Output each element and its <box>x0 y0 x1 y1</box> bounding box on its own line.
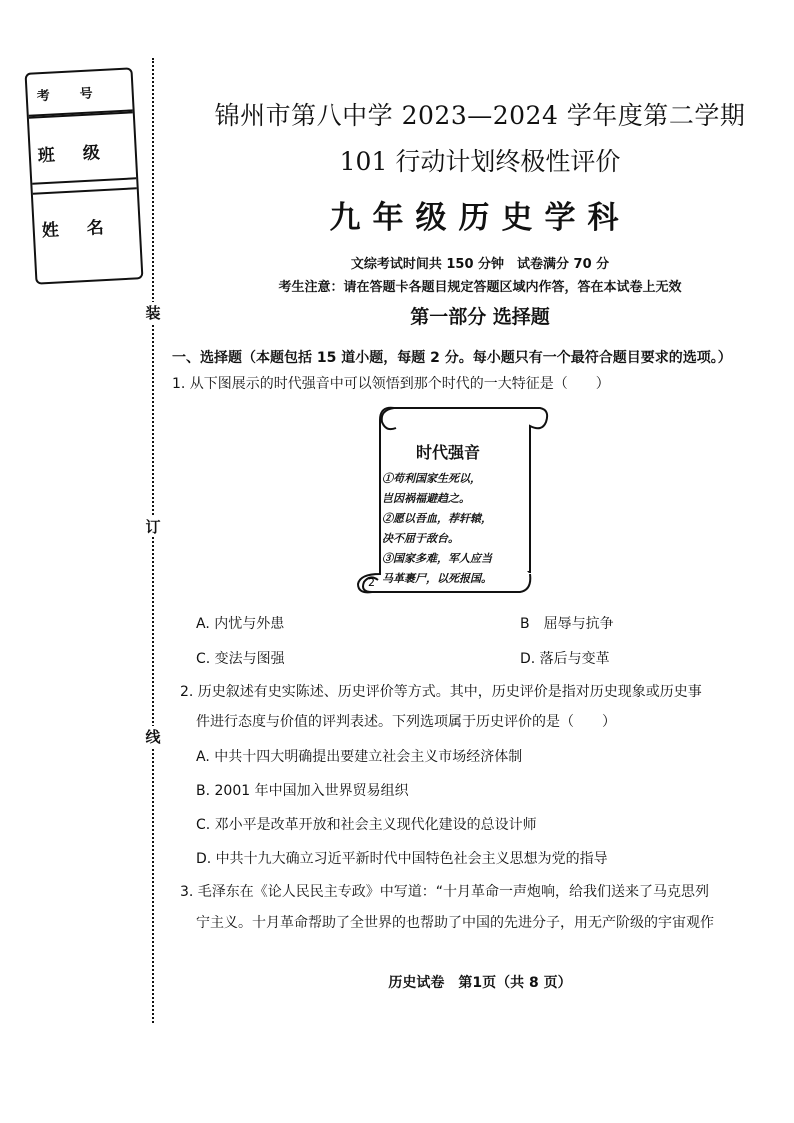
scroll-text-line: 岂因祸福避趋之。 <box>382 492 470 505</box>
question-2-stem-line2: 件进行态度与价值的评判表述。下列选项属于历史评价的是（ ） <box>196 714 616 730</box>
name-field[interactable]: 姓名 <box>41 216 133 241</box>
binding-mark-ding: 订 <box>145 518 161 536</box>
exam-title-line2: 101 行动计划终极性评价 <box>339 147 621 176</box>
scroll-title: 时代强音 <box>415 443 480 462</box>
question-1-stem: 1. 从下图展示的时代强音中可以领悟到那个时代的一大特征是（ ） <box>172 376 610 392</box>
part-title: 第一部分 选择题 <box>410 306 550 328</box>
scroll-text-line: ③国家多难，军人应当 <box>382 552 492 565</box>
student-info-box <box>25 67 144 284</box>
q2-option-a[interactable]: A. 中共十四大明确提出要建立社会主义市场经济体制 <box>196 749 523 765</box>
scroll-text-line: 马革裹尸，以死报国。 <box>382 572 492 585</box>
q2-option-b[interactable]: B. 2001 年中国加入世界贸易组织 <box>196 783 409 799</box>
svg-text:2: 2 <box>368 576 375 589</box>
exam-number-field[interactable]: 考号 <box>27 69 133 116</box>
section-heading: 一、选择题（本题包括 15 道小题，每题 2 分。每小题只有一个最符合题目要求的选项。） <box>172 350 732 366</box>
exam-notice: 考生注意：请在答题卡各题目规定答题区域内作答，答在本试卷上无效 <box>278 280 682 295</box>
class-field[interactable]: 班级 <box>29 119 136 184</box>
q2-option-d[interactable]: D. 中共十九大确立习近平新时代中国特色社会主义思想为党的指导 <box>196 851 608 867</box>
question-2-stem-line1: 2. 历史叙述有史实陈述、历史评价等方式。其中，历史评价是指对历史现象或历史事 <box>180 684 702 700</box>
q1-option-b[interactable]: B 屈辱与抗争 <box>520 616 614 632</box>
q1-option-d[interactable]: D. 落后与变革 <box>520 651 610 667</box>
info-divider <box>33 187 137 194</box>
q2-option-c[interactable]: C. 邓小平是改革开放和社会主义现代化建设的总设计师 <box>196 817 537 833</box>
exam-info: 文综考试时间共 150 分钟 试卷满分 70 分 <box>350 257 610 272</box>
binding-mark-xian: 线 <box>145 728 161 746</box>
scroll-text-line: 决不屈于敌台。 <box>382 532 459 545</box>
scroll-text-line: ①苟利国家生死以， <box>382 472 481 485</box>
q1-option-a[interactable]: A. 内忧与外患 <box>196 616 285 632</box>
subject-title: 九年级历史学科 <box>329 200 631 236</box>
exam-title-line1: 锦州市第八中学 2023—2024 学年度第二学期 <box>214 101 746 130</box>
binding-mark-zhuang: 装 <box>145 304 161 322</box>
q1-option-c[interactable]: C. 变法与图强 <box>196 651 285 667</box>
binding-dotted-line <box>152 58 154 1023</box>
question-3-stem-line2: 宁主义。十月革命帮助了全世界的也帮助了中国的先进分子，用无产阶级的宇宙观作 <box>196 915 714 931</box>
scroll-text-line: ②愿以吾血，荐轩辕， <box>382 512 492 525</box>
page-footer: 历史试卷 第1页（共 8 页） <box>388 975 572 991</box>
question-3-stem-line1: 3. 毛泽东在《论人民民主专政》中写道：“十月革命一声炮响，给我们送来了马克思列 <box>180 884 710 900</box>
